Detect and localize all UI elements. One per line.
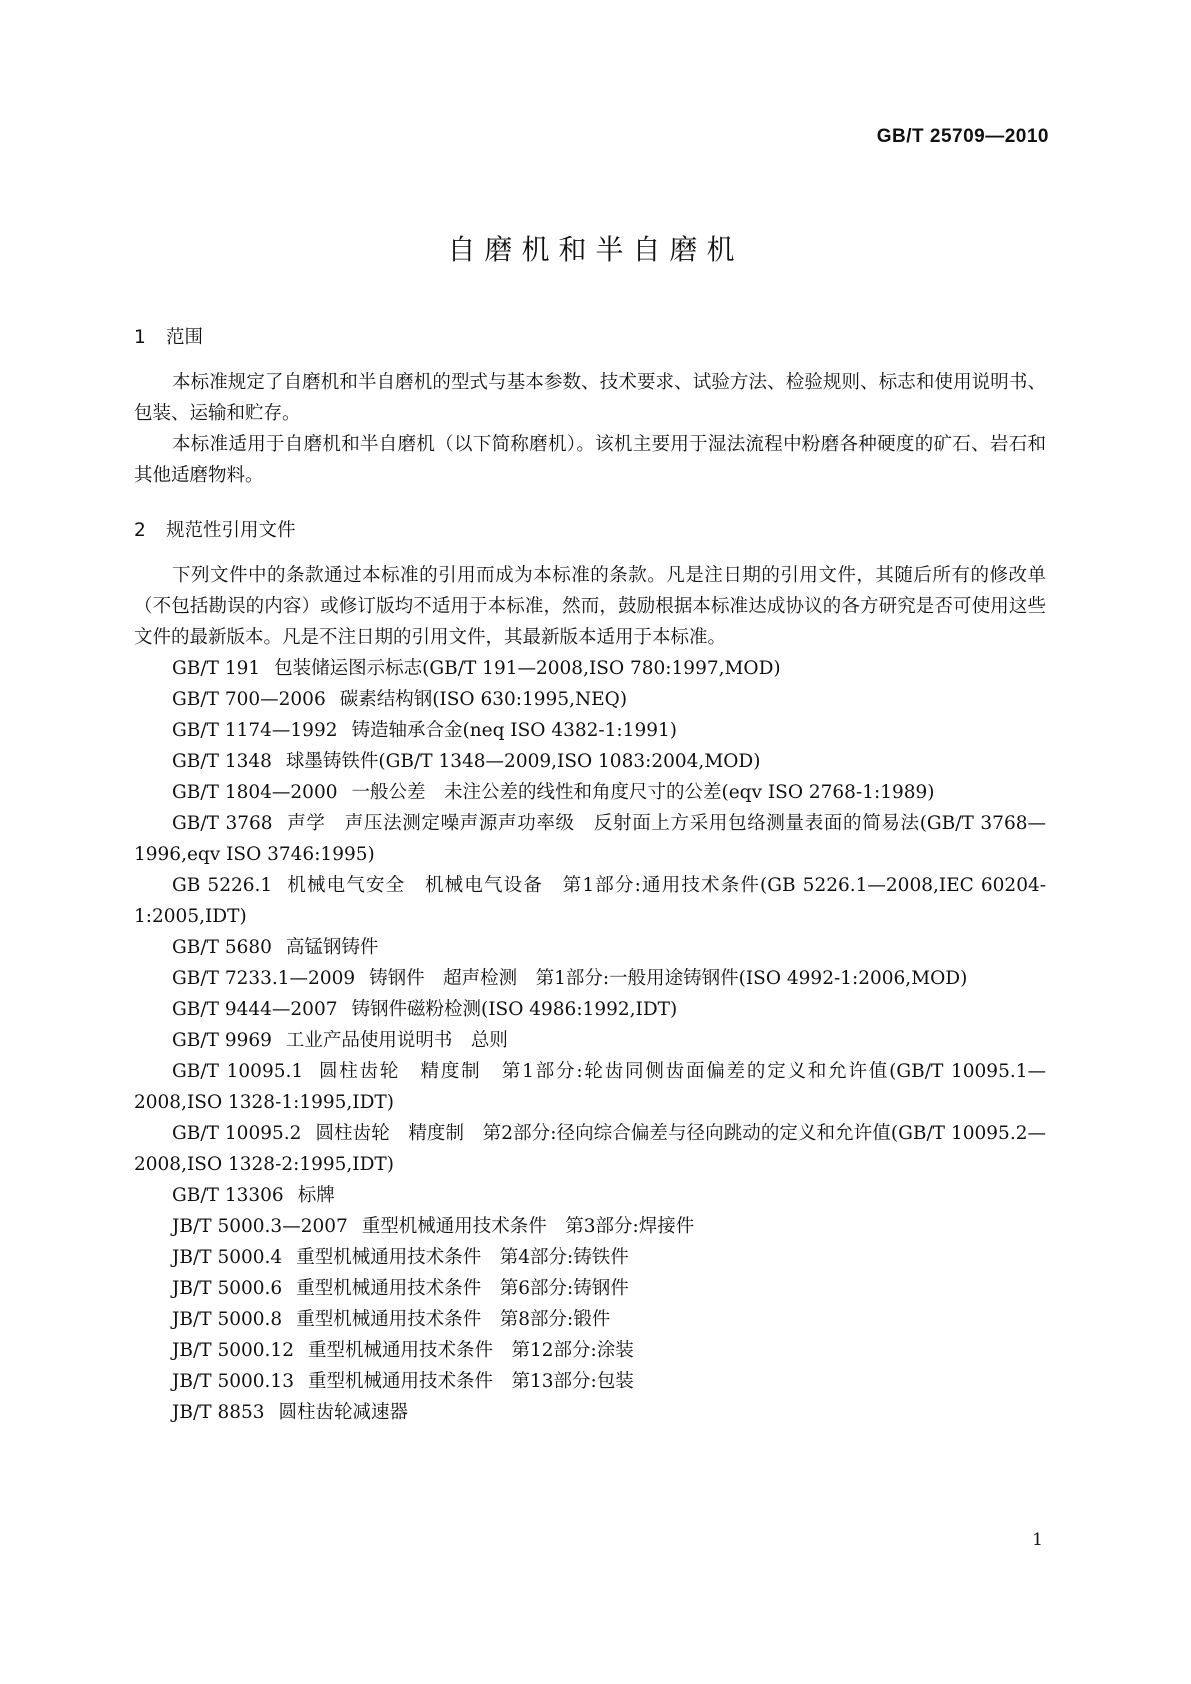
reference-code: GB/T 191 bbox=[172, 658, 261, 679]
reference-text: 声学 声压法测定噪声源声功率级 反射面上方采用包络测量表面的简易法(GB/T 3768—1996,eqv ISO 3746:1995) bbox=[134, 813, 1046, 865]
section-2-heading bbox=[134, 515, 1046, 546]
reference-item bbox=[134, 994, 1046, 1025]
reference-code: GB/T 10095.2 bbox=[172, 1123, 302, 1144]
reference-item bbox=[134, 808, 1046, 870]
reference-text: 一般公差 未注公差的线性和角度尺寸的公差(eqv ISO 2768-1:1989) bbox=[351, 782, 935, 803]
reference-code: GB/T 10095.1 bbox=[172, 1061, 304, 1082]
reference-item bbox=[134, 1025, 1046, 1056]
reference-code: JB/T 8853 bbox=[172, 1402, 265, 1423]
section-1-heading bbox=[134, 322, 1046, 353]
spacer bbox=[134, 491, 1046, 515]
reference-code: JB/T 5000.3—2007 bbox=[172, 1216, 348, 1237]
reference-item bbox=[134, 870, 1046, 932]
document-title: 自磨机和半自磨机 bbox=[447, 233, 744, 266]
reference-text: 圆柱齿轮减速器 bbox=[278, 1402, 409, 1423]
reference-text: 重型机械通用技术条件 第3部分:焊接件 bbox=[361, 1216, 695, 1237]
reference-item bbox=[134, 777, 1046, 808]
reference-text: 圆柱齿轮 精度制 第2部分:径向综合偏差与径向跳动的定义和允许值(GB/T 10095.2—2008,ISO 1328-2:1995,IDT) bbox=[134, 1123, 1046, 1175]
reference-item bbox=[134, 932, 1046, 963]
reference-list bbox=[134, 653, 1046, 1428]
reference-code: JB/T 5000.6 bbox=[172, 1278, 283, 1299]
reference-code: GB/T 7233.1—2009 bbox=[172, 968, 356, 989]
reference-code: GB/T 1804—2000 bbox=[172, 782, 338, 803]
reference-code: JB/T 5000.8 bbox=[172, 1309, 283, 1330]
reference-code: JB/T 5000.13 bbox=[172, 1371, 294, 1392]
reference-code: GB/T 9969 bbox=[172, 1030, 272, 1051]
reference-text: 球墨铸铁件(GB/T 1348—2009,ISO 1083:2004,MOD) bbox=[285, 751, 761, 772]
reference-item bbox=[134, 1366, 1046, 1397]
reference-code: GB 5226.1 bbox=[172, 875, 273, 896]
reference-text: 工业产品使用说明书 总则 bbox=[285, 1030, 508, 1051]
section-number: 2 bbox=[134, 520, 146, 541]
reference-code: GB/T 700—2006 bbox=[172, 689, 326, 710]
reference-item bbox=[134, 715, 1046, 746]
reference-code: GB/T 5680 bbox=[172, 937, 272, 958]
paragraph: 本标准规定了自磨机和半自磨机的型式与基本参数、技术要求、试验方法、检验规则、标志和使用说明书、包装、运输和贮存。 bbox=[134, 372, 1046, 424]
reference-item bbox=[134, 1397, 1046, 1428]
section-title: 范围 bbox=[166, 327, 204, 348]
reference-code: GB/T 13306 bbox=[172, 1185, 284, 1206]
reference-code: GB/T 1174—1992 bbox=[172, 720, 338, 741]
reference-item bbox=[134, 1242, 1046, 1273]
reference-text: 包装储运图示标志(GB/T 191—2008,ISO 780:1997,MOD) bbox=[274, 658, 781, 679]
reference-code: GB/T 1348 bbox=[172, 751, 272, 772]
reference-text: 标牌 bbox=[297, 1185, 335, 1206]
reference-code: JB/T 5000.12 bbox=[172, 1340, 294, 1361]
reference-code: GB/T 3768 bbox=[172, 813, 273, 834]
paragraph: 下列文件中的条款通过本标准的引用而成为本标准的条款。凡是注日期的引用文件，其随后所有的修改单（不包括勘误的内容）或修订版均不适用于本标准，然而，鼓励根据本标准达成协议的各方研究是否可使用这些文件的最新版本。凡是不注日期的引用文件，其最新版本适用于本标准。 bbox=[134, 565, 1046, 648]
reference-item bbox=[134, 1056, 1046, 1118]
paragraph: 本标准适用于自磨机和半自磨机（以下简称磨机）。该机主要用于湿法流程中粉磨各种硬度的矿石、岩石和其他适磨物料。 bbox=[134, 434, 1046, 486]
reference-code: GB/T 9444—2007 bbox=[172, 999, 338, 1020]
standard-code: GB/T 25709—2010 bbox=[876, 126, 1049, 147]
section-number: 1 bbox=[134, 327, 146, 348]
reference-item bbox=[134, 1180, 1046, 1211]
reference-item bbox=[134, 1335, 1046, 1366]
reference-item bbox=[134, 963, 1046, 994]
reference-text: 圆柱齿轮 精度制 第1部分:轮齿同侧齿面偏差的定义和允许值(GB/T 10095.1—2008,ISO 1328-1:1995,IDT) bbox=[134, 1061, 1046, 1113]
reference-text: 重型机械通用技术条件 第6部分:铸钢件 bbox=[296, 1278, 629, 1299]
document-body bbox=[134, 322, 1046, 1428]
reference-item bbox=[134, 1273, 1046, 1304]
reference-text: 重型机械通用技术条件 第4部分:铸铁件 bbox=[296, 1247, 629, 1268]
reference-text: 机械电气安全 机械电气设备 第1部分:通用技术条件(GB 5226.1—2008,IEC 60204-1:2005,IDT) bbox=[134, 875, 1046, 927]
reference-text: 铸钢件 超声检测 第1部分:一般用途铸钢件(ISO 4992-1:2006,MOD) bbox=[369, 968, 968, 989]
section-title: 规范性引用文件 bbox=[166, 520, 296, 541]
reference-item bbox=[134, 1304, 1046, 1335]
reference-item bbox=[134, 746, 1046, 777]
reference-text: 碳素结构钢(ISO 630:1995,NEQ) bbox=[339, 689, 628, 710]
reference-item bbox=[134, 653, 1046, 684]
page-number: 1 bbox=[1032, 1530, 1043, 1550]
reference-text: 重型机械通用技术条件 第8部分:锻件 bbox=[296, 1309, 611, 1330]
reference-text: 铸造轴承合金(neq ISO 4382-1:1991) bbox=[351, 720, 677, 741]
reference-item bbox=[134, 1211, 1046, 1242]
reference-item bbox=[134, 684, 1046, 715]
reference-text: 重型机械通用技术条件 第13部分:包装 bbox=[307, 1371, 634, 1392]
reference-text: 铸钢件磁粉检测(ISO 4986:1992,IDT) bbox=[351, 999, 678, 1020]
reference-code: JB/T 5000.4 bbox=[172, 1247, 283, 1268]
reference-item bbox=[134, 1118, 1046, 1180]
reference-text: 重型机械通用技术条件 第12部分:涂装 bbox=[307, 1340, 634, 1361]
reference-text: 高锰钢铸件 bbox=[285, 937, 379, 958]
